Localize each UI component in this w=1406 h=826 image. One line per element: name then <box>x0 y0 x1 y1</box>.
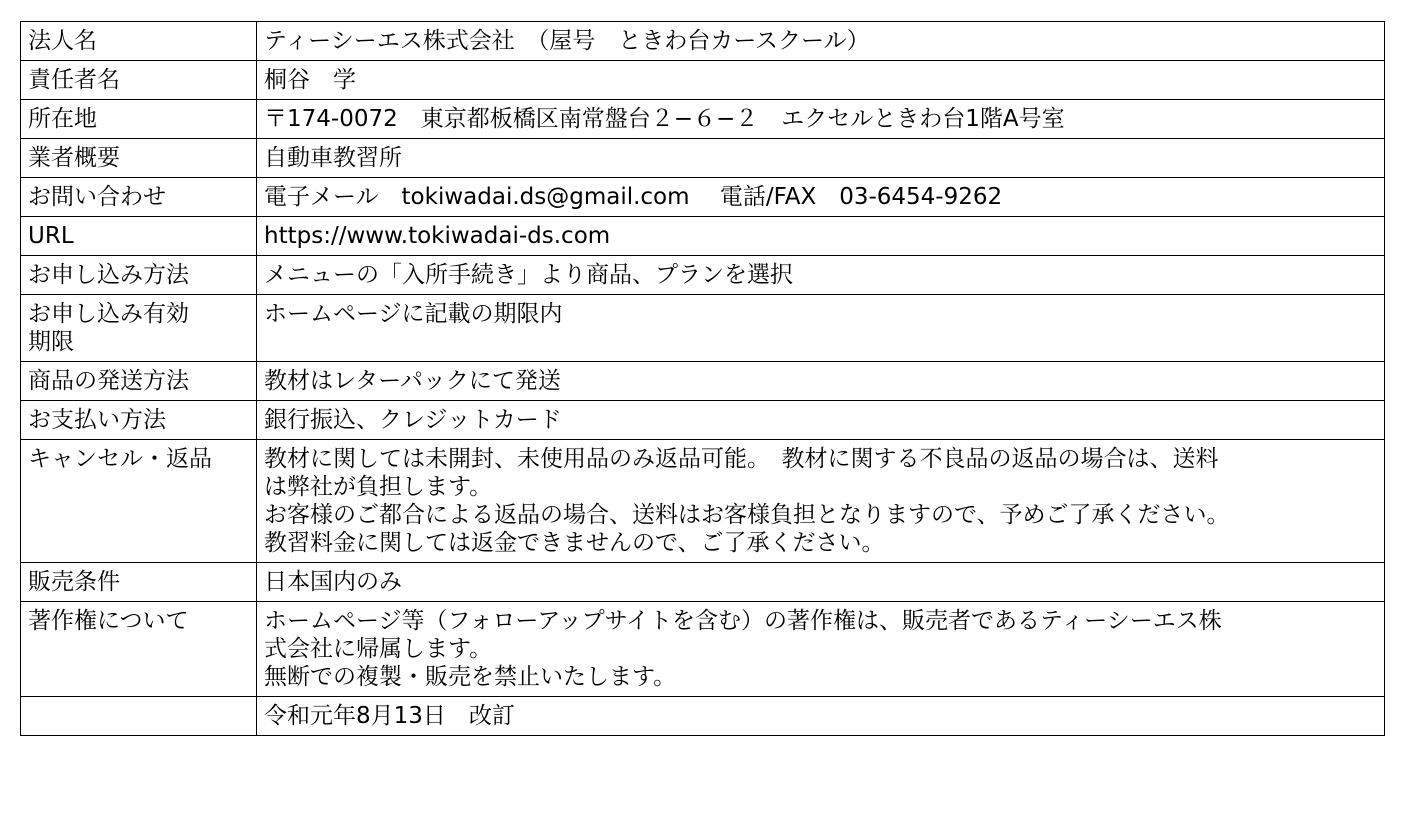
row-label-line: 商品の発送方法 <box>28 368 189 394</box>
row-label-cell <box>21 139 257 178</box>
row-value-cell <box>257 563 1385 602</box>
row-label-cell <box>21 563 257 602</box>
row-label-line: 期限 <box>28 329 74 355</box>
row-value-line: 令和元年8月13日 改訂 <box>264 703 515 729</box>
row-label-cell <box>21 61 257 100</box>
table-row-copyright <box>21 602 1385 697</box>
row-value-cell <box>257 401 1385 440</box>
legal-info-table <box>20 21 1385 736</box>
row-label-line: 所在地 <box>28 106 97 132</box>
row-label-cell <box>21 178 257 217</box>
row-label-line: 責任者名 <box>28 67 120 93</box>
table-row-revision-date <box>21 697 1385 736</box>
row-value-line: 桐谷 学 <box>264 67 356 93</box>
row-value-line: ホームページに記載の期限内 <box>264 301 563 327</box>
table-row-contact <box>21 178 1385 217</box>
row-label-cell <box>21 602 257 697</box>
row-value-cell <box>257 217 1385 256</box>
table-row-representative <box>21 61 1385 100</box>
row-value-line: 教材はレターパックにて発送 <box>264 368 561 394</box>
row-label-line: お支払い方法 <box>28 407 166 433</box>
row-value-line: 電子メール tokiwadai.ds@gmail.com 電話/FAX 03-6454-9262 <box>264 184 1003 210</box>
row-value-cell <box>257 61 1385 100</box>
row-value-line: 〒174-0072 東京都板橋区南常盤台２−６−２ エクセルときわ台1階A号室 <box>264 106 1065 132</box>
row-value-line: 日本国内のみ <box>264 569 402 595</box>
table-row-application-method <box>21 256 1385 295</box>
legal-info-table-body <box>21 22 1385 736</box>
row-label-line: URL <box>28 223 74 249</box>
row-value-line: お客様のご都合による返品の場合、送料はお客様負担となりますので、予めご了承ください。 <box>264 502 1230 528</box>
table-row-business-overview <box>21 139 1385 178</box>
row-label-line: 著作権について <box>28 608 189 634</box>
row-label-cell <box>21 100 257 139</box>
row-value-line: 教習料金に関しては返金できませんので、ご了承ください。 <box>264 530 885 556</box>
row-value-line: https://www.tokiwadai-ds.com <box>264 223 611 249</box>
row-value-line: メニューの「入所手続き」より商品、プランを選択 <box>264 262 793 288</box>
row-label-line: お申し込み方法 <box>28 262 189 288</box>
row-label-cell <box>21 256 257 295</box>
row-label-cell <box>21 362 257 401</box>
row-value-line: ホームページ等（フォローアップサイトを含む）の著作権は、販売者であるティーシーエス株 <box>264 608 1222 634</box>
row-value-cell <box>257 256 1385 295</box>
table-row-url <box>21 217 1385 256</box>
row-label-line: お申し込み有効 <box>28 301 189 327</box>
table-row-payment-method <box>21 401 1385 440</box>
row-value-line: ティーシーエス株式会社 （屋号 ときわ台カースクール） <box>264 28 870 54</box>
table-row-application-validity <box>21 295 1385 362</box>
row-value-cell <box>257 22 1385 61</box>
row-label-line: 業者概要 <box>28 145 120 171</box>
row-value-line: 銀行振込、クレジットカード <box>264 407 562 433</box>
row-label-cell <box>21 401 257 440</box>
row-label-cell <box>21 217 257 256</box>
row-value-line: 自動車教習所 <box>264 145 402 171</box>
table-row-address <box>21 100 1385 139</box>
row-value-line: 式会社に帰属します。 <box>264 636 493 662</box>
row-value-cell <box>257 178 1385 217</box>
row-label-line: お問い合わせ <box>28 184 166 210</box>
table-row-sales-conditions <box>21 563 1385 602</box>
row-label-cell <box>21 295 257 362</box>
row-value-cell <box>257 295 1385 362</box>
row-value-cell <box>257 100 1385 139</box>
row-value-cell <box>257 362 1385 401</box>
row-value-line: は弊社が負担します。 <box>264 474 493 500</box>
table-row-shipping-method <box>21 362 1385 401</box>
row-label-line: キャンセル・返品 <box>28 446 212 472</box>
row-value-line: 無断での複製・販売を禁止いたします。 <box>264 664 677 690</box>
table-row-corporate-name <box>21 22 1385 61</box>
row-value-cell <box>257 139 1385 178</box>
row-value-line: 教材に関しては未開封、未使用品のみ返品可能。 教材に関する不良品の返品の場合は、送料 <box>264 446 1219 472</box>
row-label-line: 販売条件 <box>28 569 120 595</box>
table-row-cancellation-returns <box>21 440 1385 563</box>
row-value-cell <box>257 602 1385 697</box>
row-label-cell <box>21 440 257 563</box>
row-label-cell <box>21 22 257 61</box>
row-value-cell <box>257 440 1385 563</box>
row-label-line: 法人名 <box>28 28 97 54</box>
row-value-cell <box>257 697 1385 736</box>
row-label-cell <box>21 697 257 736</box>
